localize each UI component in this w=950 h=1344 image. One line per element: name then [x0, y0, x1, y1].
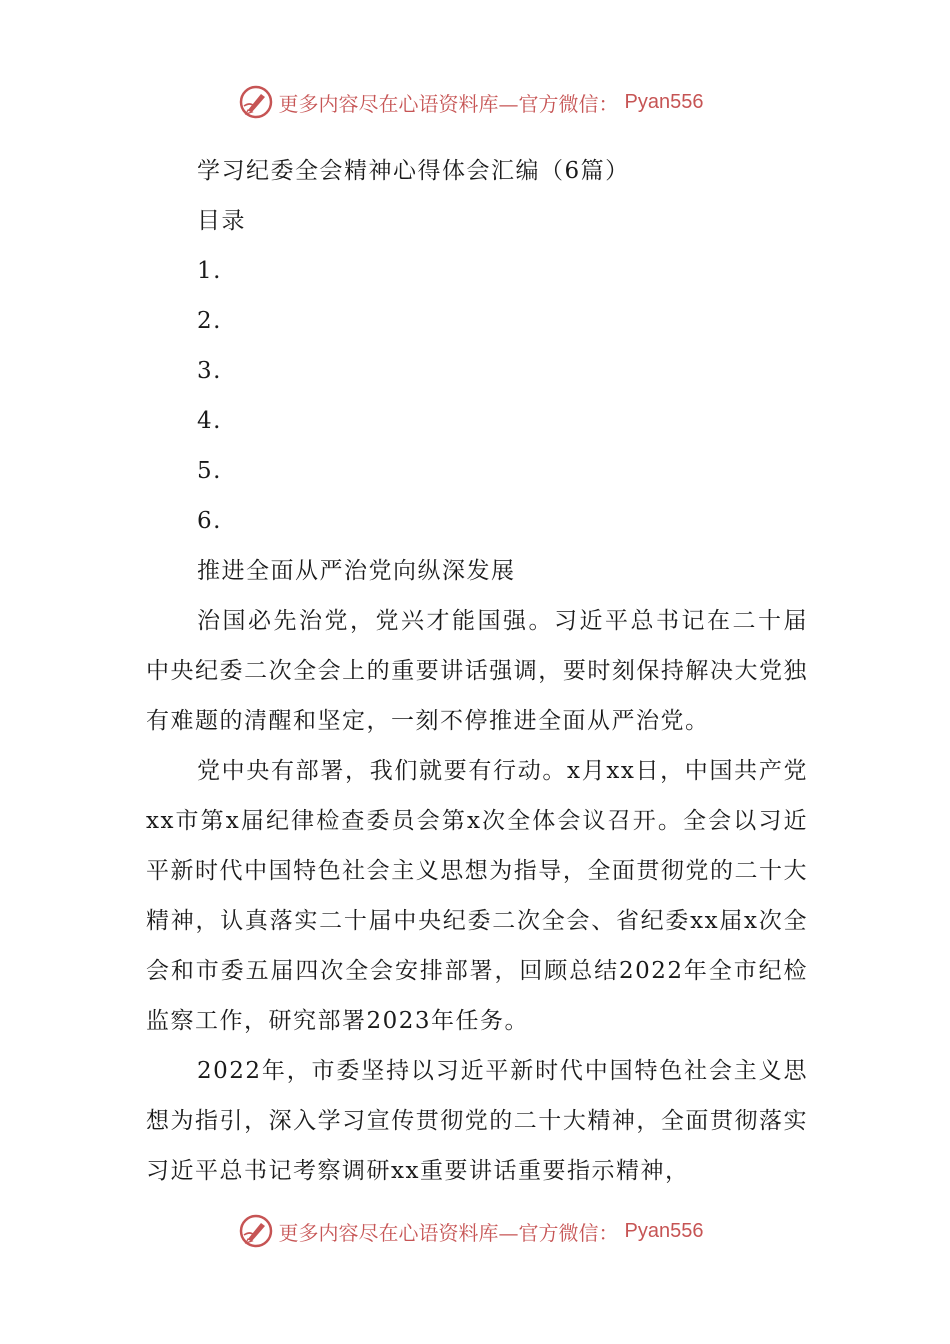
- footer-banner-wechat-id: Pyan556: [624, 1219, 704, 1242]
- toc-item: 5.: [197, 458, 222, 484]
- footer-banner-text: 更多内容尽在心语资料库—官方微信：: [278, 1220, 619, 1245]
- pen-logo-icon: [239, 85, 273, 119]
- header-banner-inner: [239, 85, 704, 119]
- body-paragraph: 治国必先治党，党兴才能国强。习近平总书记在二十届中央纪委二次全会上的重要讲话强调，要时刻保持解决大党独有难题的清醒和坚定，一刻不停推进全面从严治党。: [146, 608, 808, 734]
- document-body: [146, 146, 808, 1196]
- toc-item: 4.: [197, 408, 222, 434]
- toc-item: 3.: [197, 358, 222, 384]
- body-paragraph: 党中央有部署，我们就要有行动。x月xx日，中国共产党xx市第x届纪律检查委员会第x次全体会议召开。全会以习近平新时代中国特色社会主义思想为指导，全面贯彻党的二十大精神，认真落实二十届中央纪委二次全会、省纪委xx届x次全会和市委五届四次全会安排部署，回顾总结2022年全市纪检监察工作，研究部署2023年任务。: [146, 758, 808, 1034]
- header-banner-wechat-id: Pyan556: [624, 90, 704, 113]
- toc-item: 6.: [197, 508, 222, 534]
- toc-item: 1.: [197, 258, 222, 284]
- pen-logo-icon: [239, 1214, 273, 1248]
- document-title: 学习纪委全会精神心得体会汇编（6篇）: [197, 158, 630, 184]
- footer-banner-inner: [239, 1214, 704, 1248]
- toc-heading: 目录: [197, 208, 246, 234]
- header-banner-text: 更多内容尽在心语资料库—官方微信：: [278, 91, 619, 116]
- toc-item: 2.: [197, 308, 222, 334]
- footer-banner: [0, 1211, 950, 1251]
- body-paragraph: 2022年，市委坚持以习近平新时代中国特色社会主义思想为指引，深入学习宣传贯彻党的二十大精神，全面贯彻落实习近平总书记考察调研xx重要讲话重要指示精神，: [146, 1058, 808, 1184]
- section-title: 推进全面从严治党向纵深发展: [197, 558, 516, 584]
- header-banner: [0, 82, 950, 122]
